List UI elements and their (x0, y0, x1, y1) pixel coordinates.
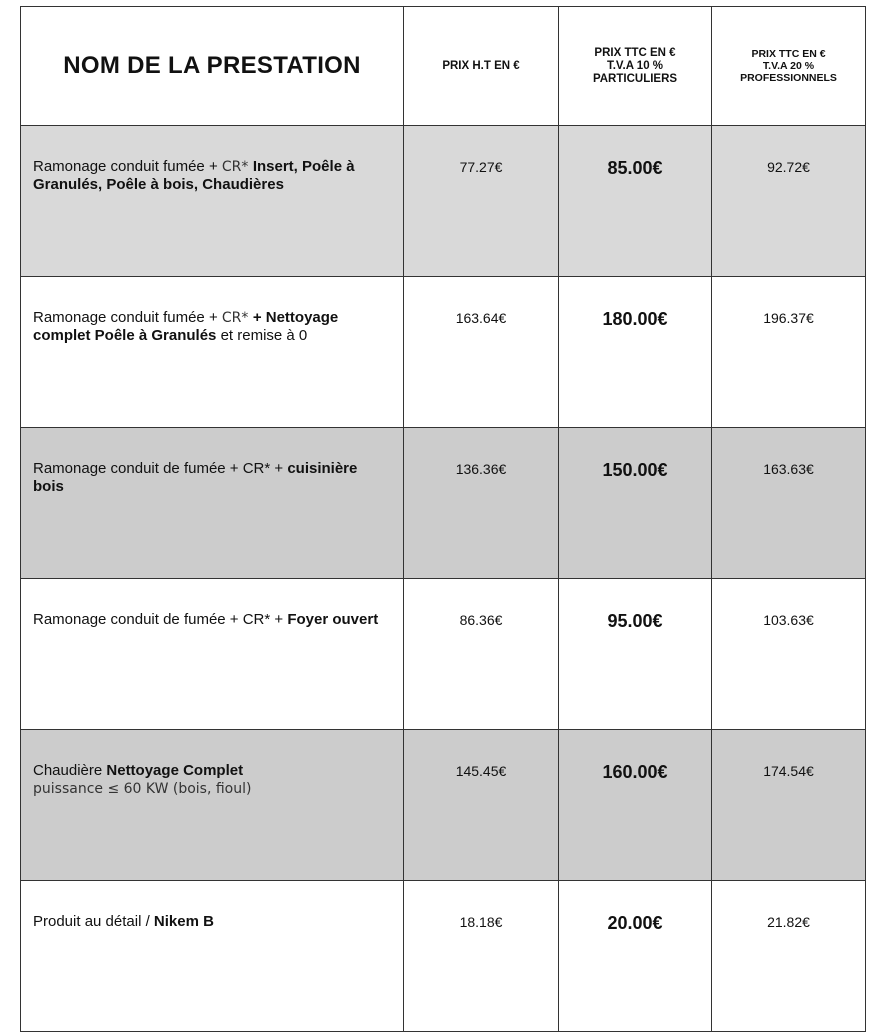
description-bold-text: Nikem B (153, 913, 214, 930)
price-ht-cell: 77.27€ (404, 126, 559, 277)
table-header (21, 7, 866, 126)
price-ttc-particuliers-cell: 150.00€ (559, 428, 712, 579)
description-bold-text: cuisinière bois (33, 460, 358, 495)
price-ttc-professionnels-cell: 163.63€ (712, 428, 866, 579)
table-body (21, 126, 866, 1032)
header-row (21, 7, 866, 126)
header-pro-line1: PRIX TTC EN € (751, 48, 826, 60)
description-text: Chaudière (33, 762, 107, 779)
price-ttc-particuliers-cell: 85.00€ (559, 126, 712, 277)
service-description (21, 428, 404, 579)
description-bold-text: + Nettoyage complet Poêle à Granulés (33, 309, 339, 344)
description-text: Produit au détail / (33, 913, 154, 930)
header-pro-line3: PROFESSIONNELS (740, 72, 837, 84)
price-ttc-particuliers-cell: 20.00€ (559, 881, 712, 1032)
header-pro-line2: T.V.A 20 % (762, 60, 815, 72)
description-text: et remise à 0 (216, 327, 308, 344)
service-description (21, 881, 404, 1032)
price-ht-cell: 145.45€ (404, 730, 559, 881)
header-ttc-line3: PARTICULIERS (592, 72, 678, 85)
table-row (21, 579, 866, 730)
price-ttc-professionnels-cell: 92.72€ (712, 126, 866, 277)
header-price-ht: PRIX H.T EN € (404, 7, 559, 126)
table-row (21, 881, 866, 1032)
price-ttc-particuliers-cell: 160.00€ (559, 730, 712, 881)
description-text: Ramonage conduit fumée + (33, 158, 222, 175)
description-text: CR* (221, 310, 253, 326)
table-row (21, 126, 866, 277)
price-ht-cell: 163.64€ (404, 277, 559, 428)
description-text: CR* (221, 159, 253, 175)
header-ttc-line1: PRIX TTC EN € (594, 46, 676, 59)
price-ht-cell: 86.36€ (404, 579, 559, 730)
table-row (21, 428, 866, 579)
price-ttc-professionnels-cell: 196.37€ (712, 277, 866, 428)
price-ht-cell: 18.18€ (404, 881, 559, 1032)
price-ttc-particuliers-cell: 180.00€ (559, 277, 712, 428)
service-description (21, 730, 404, 881)
description-text: Ramonage conduit de fumée + CR* + (33, 460, 288, 477)
table-row (21, 730, 866, 881)
price-ttc-particuliers-cell: 95.00€ (559, 579, 712, 730)
header-price-ttc-particuliers (559, 7, 712, 126)
header-price-ttc-professionnels (712, 7, 866, 126)
price-table (20, 6, 866, 1032)
table-row (21, 277, 866, 428)
description-bold-text: Nettoyage Complet (106, 762, 244, 779)
service-description (21, 126, 404, 277)
price-ttc-professionnels-cell: 174.54€ (712, 730, 866, 881)
price-ttc-professionnels-cell: 21.82€ (712, 881, 866, 1032)
description-bold-text: Insert, Poêle à Granulés, Poêle à bois, Chaudières (33, 158, 355, 193)
header-service-name: NOM DE LA PRESTATION (21, 7, 404, 126)
service-description (21, 579, 404, 730)
header-ttc-line2: T.V.A 10 % (606, 59, 664, 72)
description-text: Ramonage conduit fumée + (33, 309, 222, 326)
service-description (21, 277, 404, 428)
description-bold-text: Foyer ouvert (287, 611, 379, 628)
description-text: Ramonage conduit de fumée + CR* + (33, 611, 288, 628)
price-ttc-professionnels-cell: 103.63€ (712, 579, 866, 730)
price-ht-cell: 136.36€ (404, 428, 559, 579)
description-text: puissance ≤ 60 KW (bois, fioul) (33, 781, 252, 797)
